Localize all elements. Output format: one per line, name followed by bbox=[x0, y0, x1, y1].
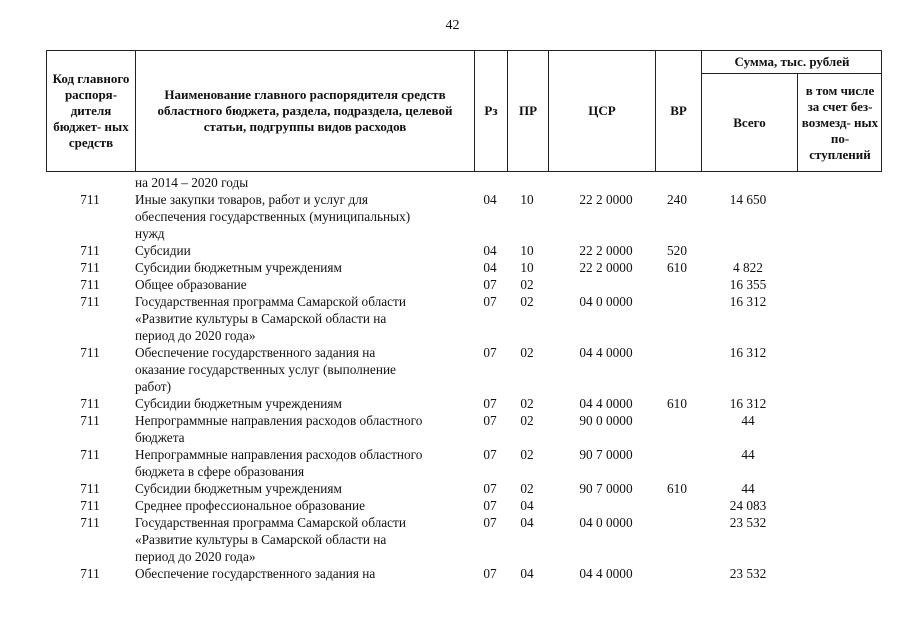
table-row bbox=[46, 276, 882, 293]
vr-cell: 610 bbox=[667, 396, 687, 411]
name-cell: Иные закупки товаров, работ и услуг для обеспечения государственных (муниципальных) нужд bbox=[135, 192, 411, 241]
name-cell: Общее образование bbox=[135, 277, 247, 292]
pr-cell: 02 bbox=[520, 481, 534, 496]
csr-cell: 04 4 0000 bbox=[579, 566, 633, 581]
table-row bbox=[46, 293, 882, 344]
table-body bbox=[46, 174, 882, 582]
header-vr: ВР bbox=[670, 103, 687, 118]
pr-cell: 02 bbox=[520, 413, 534, 428]
name-cell: Субсидии бюджетным учреждениям bbox=[135, 481, 342, 496]
name-cell: Обеспечение государственного задания на оказание государственных услуг (выполнение работ) bbox=[135, 345, 396, 394]
page-number: 42 bbox=[445, 18, 460, 33]
csr-cell: 22 2 0000 bbox=[579, 243, 633, 258]
csr-cell: 22 2 0000 bbox=[579, 192, 633, 207]
code-cell: 711 bbox=[80, 345, 100, 360]
header-total: Всего bbox=[733, 114, 766, 130]
table-row bbox=[46, 395, 882, 412]
header-csr: ЦСР bbox=[588, 103, 616, 118]
total-cell: 4 822 bbox=[733, 260, 763, 275]
name-cell: Среднее профессиональное образование bbox=[135, 498, 365, 513]
vr-cell: 520 bbox=[667, 243, 687, 258]
rz-cell: 04 bbox=[483, 243, 497, 258]
name-cell: Субсидии bbox=[135, 243, 191, 258]
pr-cell: 02 bbox=[520, 277, 534, 292]
total-cell: 44 bbox=[741, 447, 755, 462]
header-name: Наименование главного распорядителя средств областного бюджета, раздела, подраздела, целевой статьи, подгруппы видов расходов bbox=[157, 87, 453, 134]
total-cell: 14 650 bbox=[729, 192, 767, 207]
rz-cell: 07 bbox=[483, 481, 497, 496]
table-row bbox=[46, 565, 882, 582]
pr-cell: 02 bbox=[520, 294, 534, 309]
pr-cell: 10 bbox=[520, 260, 534, 275]
code-cell: 711 bbox=[80, 413, 100, 428]
pr-cell: 04 bbox=[520, 498, 534, 513]
total-cell: 44 bbox=[741, 481, 755, 496]
pr-cell: 04 bbox=[520, 515, 534, 530]
rz-cell: 07 bbox=[483, 345, 497, 360]
pr-cell: 02 bbox=[520, 447, 534, 462]
code-cell: 711 bbox=[80, 243, 100, 258]
rz-cell: 07 bbox=[483, 413, 497, 428]
pr-cell: 10 bbox=[520, 243, 534, 258]
table-row bbox=[46, 174, 882, 191]
csr-cell: 22 2 0000 bbox=[579, 260, 633, 275]
rz-cell: 07 bbox=[483, 515, 497, 530]
total-cell: 16 355 bbox=[729, 277, 767, 292]
table-row bbox=[46, 497, 882, 514]
rz-cell: 07 bbox=[483, 277, 497, 292]
header-sum-group: Сумма, тыс. рублей bbox=[734, 54, 850, 69]
code-cell: 711 bbox=[80, 192, 100, 207]
name-cell: Непрограммные направления расходов областного бюджета в сфере образования bbox=[135, 447, 423, 479]
code-cell: 711 bbox=[80, 277, 100, 292]
table-row bbox=[46, 480, 882, 497]
rz-cell: 07 bbox=[483, 447, 497, 462]
total-cell: 44 bbox=[741, 413, 755, 428]
rz-cell: 07 bbox=[483, 498, 497, 513]
name-cell: Обеспечение государственного задания на bbox=[135, 566, 376, 581]
header-pr: ПР bbox=[518, 103, 538, 118]
csr-cell: 90 0 0000 bbox=[579, 413, 633, 428]
rz-cell: 07 bbox=[483, 396, 497, 411]
pr-cell: 02 bbox=[520, 345, 534, 360]
name-cell: Непрограммные направления расходов областного бюджета bbox=[135, 413, 423, 445]
total-cell: 23 532 bbox=[729, 566, 767, 581]
total-cell: 16 312 bbox=[729, 396, 767, 411]
csr-cell: 90 7 0000 bbox=[579, 447, 633, 462]
table-row bbox=[46, 514, 882, 565]
code-cell: 711 bbox=[80, 515, 100, 530]
code-cell: 711 bbox=[80, 447, 100, 462]
code-cell: 711 bbox=[80, 294, 100, 309]
table-row bbox=[46, 259, 882, 276]
csr-cell: 04 0 0000 bbox=[579, 294, 633, 309]
rz-cell: 07 bbox=[483, 294, 497, 309]
csr-cell: 90 7 0000 bbox=[579, 481, 633, 496]
pr-cell: 04 bbox=[520, 566, 534, 581]
pr-cell: 02 bbox=[520, 396, 534, 411]
total-cell: 16 312 bbox=[729, 294, 767, 309]
vr-cell: 610 bbox=[667, 260, 687, 275]
total-cell: 16 312 bbox=[729, 345, 767, 360]
total-cell: 24 083 bbox=[729, 498, 767, 513]
total-cell: 23 532 bbox=[729, 515, 767, 530]
name-cell: Государственная программа Самарской области «Развитие культуры в Самарской области на период до 2020 года» bbox=[135, 515, 406, 564]
rz-cell: 07 bbox=[483, 566, 497, 581]
code-cell: 711 bbox=[80, 566, 100, 581]
table-header bbox=[46, 50, 882, 172]
name-cell: на 2014 – 2020 годы bbox=[135, 175, 249, 190]
csr-cell: 04 4 0000 bbox=[579, 345, 633, 360]
code-cell: 711 bbox=[80, 498, 100, 513]
header-rz: Рз bbox=[484, 103, 498, 118]
code-cell: 711 bbox=[80, 481, 100, 496]
table-row bbox=[46, 446, 882, 480]
vr-cell: 240 bbox=[667, 192, 687, 207]
csr-cell: 04 4 0000 bbox=[579, 396, 633, 411]
header-code: Код главного распоря- дителя бюджет- ных средств bbox=[52, 71, 130, 150]
rz-cell: 04 bbox=[483, 192, 497, 207]
table-row bbox=[46, 412, 882, 446]
table-row bbox=[46, 344, 882, 395]
csr-cell: 04 0 0000 bbox=[579, 515, 633, 530]
name-cell: Субсидии бюджетным учреждениям bbox=[135, 396, 342, 411]
rz-cell: 04 bbox=[483, 260, 497, 275]
table-row bbox=[46, 191, 882, 242]
code-cell: 711 bbox=[80, 396, 100, 411]
pr-cell: 10 bbox=[520, 192, 534, 207]
code-cell: 711 bbox=[80, 260, 100, 275]
name-cell: Государственная программа Самарской области «Развитие культуры в Самарской области на период до 2020 года» bbox=[135, 294, 406, 343]
vr-cell: 610 bbox=[667, 481, 687, 496]
header-gratuitous: в том числе за счет без- возмезд- ных по- ступлений bbox=[801, 82, 879, 162]
table-row bbox=[46, 242, 882, 259]
name-cell: Субсидии бюджетным учреждениям bbox=[135, 260, 342, 275]
